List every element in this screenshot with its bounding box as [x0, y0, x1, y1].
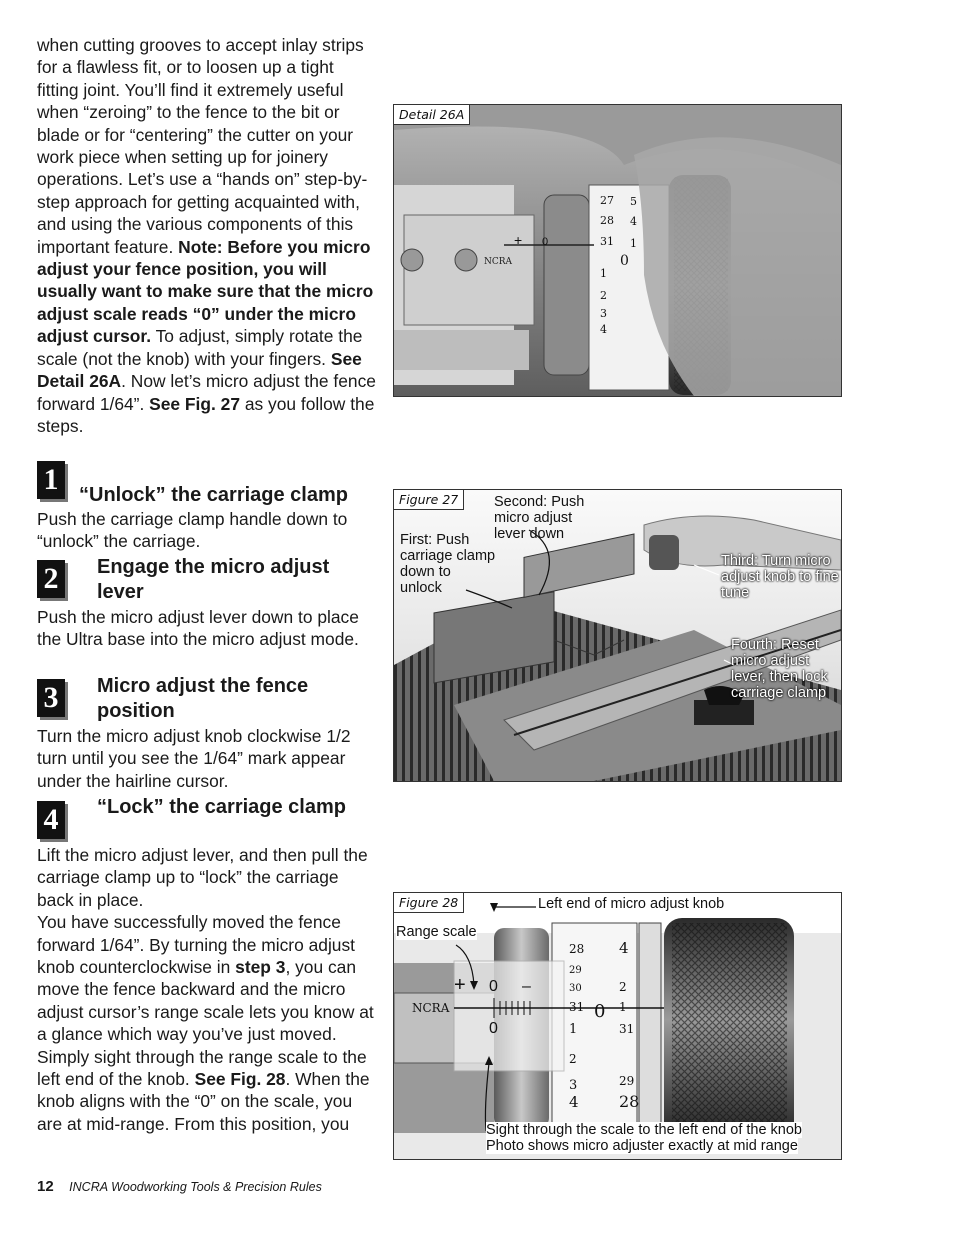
svg-text:+: +	[514, 232, 523, 248]
ncra-brand-label: NCRA	[484, 257, 513, 267]
svg-text:+: +	[454, 974, 466, 996]
footer-title: INCRA Woodworking Tools & Precision Rules	[69, 1180, 322, 1194]
figure-tag: Detail 26A	[394, 105, 470, 125]
callout-second: Second: Push micro adjust lever down	[494, 494, 585, 542]
intro-paragraph: when cutting grooves to accept inlay strips for a flawless fit, or to loosen up a tight fitting joint. You’ll find it extremely useful when “zeroing” to the fence to the bit or blade or for “centering” the cutter on your work piece when setting up for joinery operations. Let’s use a “hands on” step-by-step approach for getting acquainted with, and using the various components of this important feature.	[37, 35, 368, 257]
svg-text:1: 1	[630, 237, 637, 250]
svg-text:–: –	[522, 978, 531, 995]
callout-left-end: Left end of micro adjust knob	[538, 896, 725, 912]
step-body: Push the micro adjust lever down to place the Ultra base into the micro adjust mode.	[37, 607, 359, 650]
step-4	[37, 795, 377, 836]
callout-range-scale: Range scale	[396, 924, 477, 940]
svg-text:2: 2	[619, 980, 627, 994]
step-body: Push the carriage clamp handle down to “unlock” the carriage.	[37, 509, 348, 552]
svg-text:4: 4	[600, 323, 607, 336]
caption-line-2: Photo shows micro adjuster exactly at mid range	[486, 1138, 798, 1154]
callout-first: First: Push carriage clamp down to unlock	[400, 532, 496, 596]
closing-p1: Lift the micro adjust lever, and then pull the carriage clamp up to “lock” the carriage back in place.	[37, 845, 368, 910]
svg-text:0: 0	[594, 1001, 606, 1022]
page-footer	[37, 1178, 322, 1195]
closing-text	[37, 844, 377, 1135]
page-number: 12	[37, 1178, 54, 1195]
step-title: Micro adjust the fence position	[97, 675, 309, 722]
svg-text:0: 0	[489, 1020, 498, 1037]
svg-text:29: 29	[569, 965, 582, 976]
caption-line-1: Sight through the scale to the left end of the knob	[486, 1122, 802, 1138]
step-2	[37, 555, 377, 651]
svg-text:1: 1	[619, 1000, 627, 1014]
step-number-badge: 2	[37, 560, 65, 598]
figure-27-photo	[393, 489, 842, 782]
svg-text:0: 0	[542, 236, 549, 248]
step-number-badge: 1	[37, 461, 65, 499]
step-title: “Lock” the carriage clamp	[97, 796, 346, 818]
intro-after-detail: . Now let’s micro adjust the fence forward 1/64”.	[37, 371, 376, 414]
see-fig28-ref: See Fig. 28	[194, 1069, 286, 1090]
svg-text:1: 1	[569, 1022, 578, 1037]
svg-text:0: 0	[620, 253, 629, 269]
detail-26a-photo	[393, 104, 842, 397]
intro-after-fig27: as you follow the steps.	[37, 393, 375, 436]
closing-p2a: You have successfully moved the fence forward 1/64”. By turning the micro adjust knob counterclockwise in	[37, 912, 356, 978]
step-number-badge: 4	[37, 801, 65, 839]
step-title: Engage the micro adjust lever	[97, 556, 330, 603]
figure-tag: Figure 27	[394, 490, 464, 510]
callout-third: Third: Turn micro adjust knob to fine tune	[721, 553, 839, 601]
svg-text:28: 28	[569, 942, 585, 956]
svg-text:4: 4	[630, 215, 637, 228]
svg-text:28: 28	[600, 214, 614, 227]
svg-text:1: 1	[600, 267, 607, 280]
svg-text:2: 2	[600, 289, 607, 302]
svg-text:28: 28	[619, 1092, 640, 1111]
svg-text:0: 0	[489, 978, 498, 995]
svg-text:3: 3	[569, 1078, 578, 1093]
svg-text:5: 5	[630, 195, 637, 208]
note-bold: Note: Before you micro adjust your fence position, you will usually want to make sure that the micro adjust scale reads “0” under the micro adjust cursor.	[37, 236, 374, 347]
svg-text:31: 31	[569, 1000, 585, 1014]
step3-ref: step 3	[235, 957, 286, 978]
step-title: “Unlock” the carriage clamp	[79, 484, 348, 506]
intro-text	[37, 34, 377, 437]
closing-p2e: . When the knob aligns with the “0” on the scale, you are at mid-range. From this position, you	[37, 1069, 370, 1134]
svg-text:30: 30	[569, 983, 582, 994]
figure-28-photo	[393, 892, 842, 1160]
see-fig27-ref: See Fig. 27	[149, 393, 240, 414]
note-text: To adjust, simply rotate the scale (not the knob) with your fingers.	[37, 326, 363, 369]
step-number-badge: 3	[37, 679, 65, 717]
figure-tag: Figure 28	[394, 893, 464, 913]
svg-text:2: 2	[569, 1052, 577, 1066]
closing-p2c: , you can move the fence backward and the micro adjust cursor’s range scale lets you know at a glance which way you’ve just moved. Simply sight through the range scale to the left end of the knob.	[37, 957, 374, 1090]
callout-fourth: Fourth: Reset micro adjust lever, then lock carriage clamp	[731, 637, 828, 701]
step-body: Turn the micro adjust knob clockwise 1/2 turn until you see the 1/64” mark appear under the hairline cursor.	[37, 726, 351, 791]
ncra-brand-label: NCRA	[412, 1001, 450, 1015]
detail-26a-illustration	[394, 105, 841, 396]
svg-text:29: 29	[619, 1074, 635, 1088]
svg-text:4: 4	[619, 939, 629, 957]
step-1	[37, 457, 377, 553]
svg-text:3: 3	[600, 307, 607, 320]
step-3	[37, 674, 377, 792]
svg-text:4: 4	[569, 1093, 579, 1111]
svg-text:31: 31	[600, 235, 614, 248]
svg-text:31: 31	[619, 1022, 635, 1036]
svg-text:27: 27	[600, 194, 614, 207]
see-detail-ref: See Detail 26A	[37, 348, 362, 392]
